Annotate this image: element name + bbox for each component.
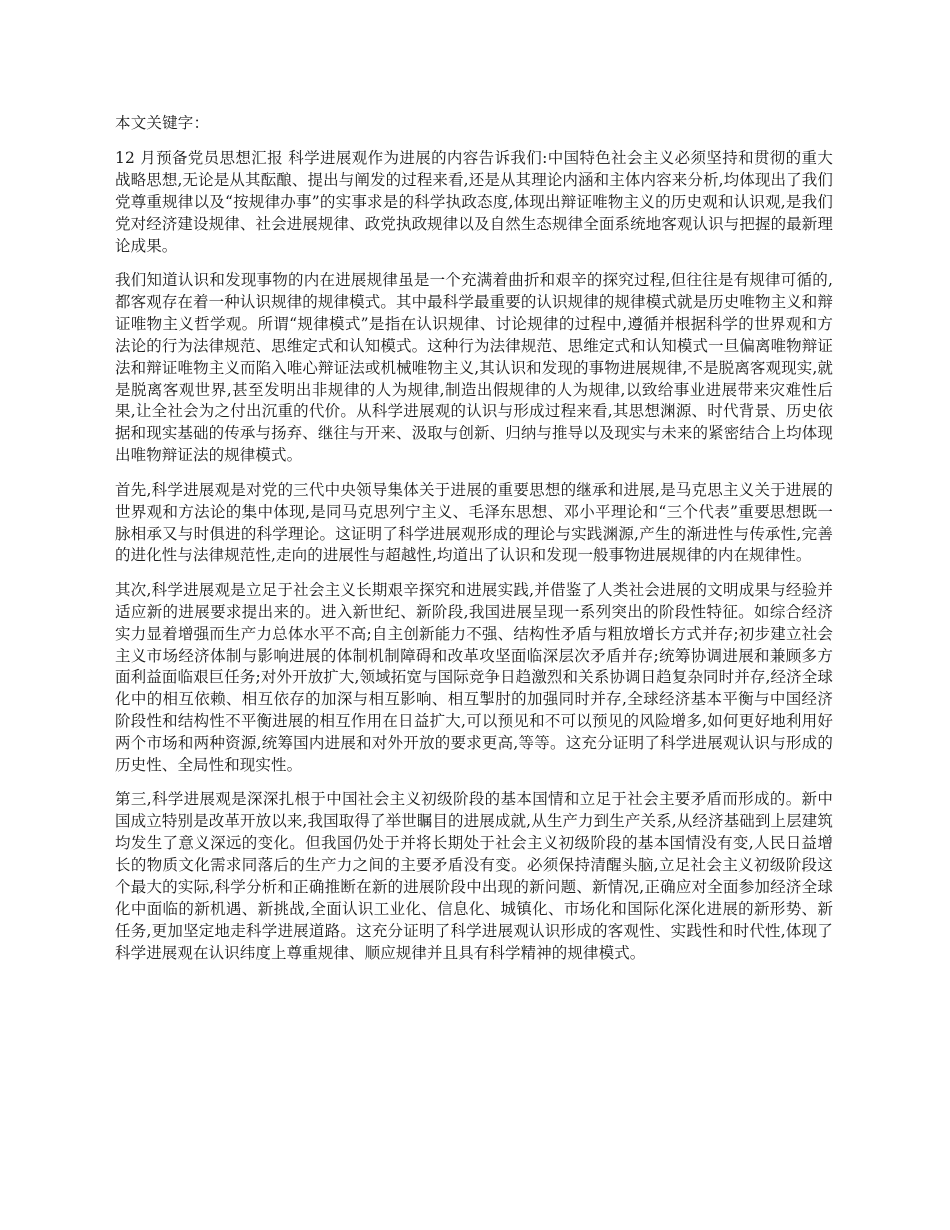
paragraph-3: 首先,科学进展观是对党的三代中央领导集体关于进展的重要思想的继承和进展,是马克思主义关于进展的世界观和方法论的集中体现,是同马克思列宁主义、毛泽东思想、邓小平理论和“三个代表”重要思想既一脉相承又与时俱进的科学理论。这证明了科学进展观形成的理论与实践渊源,产生的渐进性与传承性,完善的进化性与法律规范性,走向的进展性与超越性,均道出了认识和发现一般事物进展规律的内在规律性。 bbox=[115, 480, 833, 565]
keywords-label: 本文关键字： bbox=[115, 114, 210, 132]
document-page bbox=[115, 112, 833, 977]
paragraph-1: 12 月预备党员思想汇报 科学进展观作为进展的内容告诉我们:中国特色社会主义必须坚持和贯彻的重大战略思想,无论是从其酝酿、提出与阐发的过程来看,还是从其理论内涵和主体内容来分析,均体现出了我们党尊重规律以及“按规律办事”的实事求是的科学执政态度,体现出辩证唯物主义的历史观和认识观,是我们党对经济建设规律、社会进展规律、政党执政规律以及自然生态规律全面系统地客观认识与把握的最新理论成果。 bbox=[115, 149, 833, 255]
paragraph-5: 第三,科学进展观是深深扎根于中国社会主义初级阶段的基本国情和立足于社会主要矛盾而形成的。新中国成立特别是改革开放以来,我国取得了举世瞩目的进展成就,从生产力到生产关系,从经济基础到上层建筑均发生了意义深远的变化。但我国仍处于并将长期处于社会主义初级阶段的基本国情没有变,人民日益增长的物质文化需求同落后的生产力之间的主要矛盾没有变。必须保持清醒头脑,立足社会主义初级阶段这个最大的实际,科学分析和正确推断在新的进展阶段中出现的新问题、新情况,正确应对全面参加经济全球化中面临的新机遇、新挑战,全面认识工业化、信息化、城镇化、市场化和国际化深化进展的新形势、新任务,更加坚定地走科学进展道路。这充分证明了科学进展观认识形成的客观性、实践性和时代性,体现了科学进展观在认识纬度上尊重规律、顺应规律并且具有科学精神的规律模式。 bbox=[115, 790, 833, 962]
paragraph-2: 我们知道认识和发现事物的内在进展规律虽是一个充满着曲折和艰辛的探究过程,但往往是有规律可循的,都客观存在着一种认识规律的规律模式。其中最科学最重要的认识规律的规律模式就是历史唯物主义和辩证唯物主义哲学观。所谓“规律模式”是指在认识规律、讨论规律的过程中,遵循并根据科学的世界观和方法论的行为法律规范、思维定式和认知模式。这种行为法律规范、思维定式和认知模式一旦偏离唯物辩证法和辩证唯物主义而陷入唯心辩证法或机械唯物主义,其认识和发现的事物进展规律,不是脱离客观现实,就是脱离客观世界,甚至发明出非规律的人为规律,制造出假规律的人为规律,以致给事业进展带来灾难性后果,让全社会为之付出沉重的代价。从科学进展观的认识与形成过程来看,其思想渊源、时代背景、历史依据和现实基础的传承与扬弃、继往与开来、汲取与创新、归纳与推导以及现实与未来的紧密结合上均体现出唯物辩证法的规律模式。 bbox=[115, 271, 833, 465]
paragraph-4: 其次,科学进展观是立足于社会主义长期艰辛探究和进展实践,并借鉴了人类社会进展的文明成果与经验并适应新的进展要求提出来的。进入新世纪、新阶段,我国进展呈现一系列突出的阶段性特征。如综合经济实力显着增强而生产力总体水平不高;自主创新能力不强、结构性矛盾与粗放增长方式并存;初步建立社会主义市场经济体制与影响进展的体制机制障碍和改革攻坚面临深层次矛盾并存;统筹协调进展和兼顾多方面利益面临艰巨任务;对外开放扩大,领域拓宽与国际竞争日趋激烈和关系协调日趋复杂同时并存,经济全球化中的相互依赖、相互依存的加深与相互影响、相互掣肘的加强同时并存,全球经济基本平衡与中国经济阶段性和结构性不平衡进展的相互作用在日益扩大,可以预见和不可以预见的风险增多,如何更好地利用好两个市场和两种资源,统筹国内进展和对外开放的要求更高,等等。这充分证明了科学进展观认识与形成的历史性、全局性和现实性。 bbox=[115, 580, 833, 775]
